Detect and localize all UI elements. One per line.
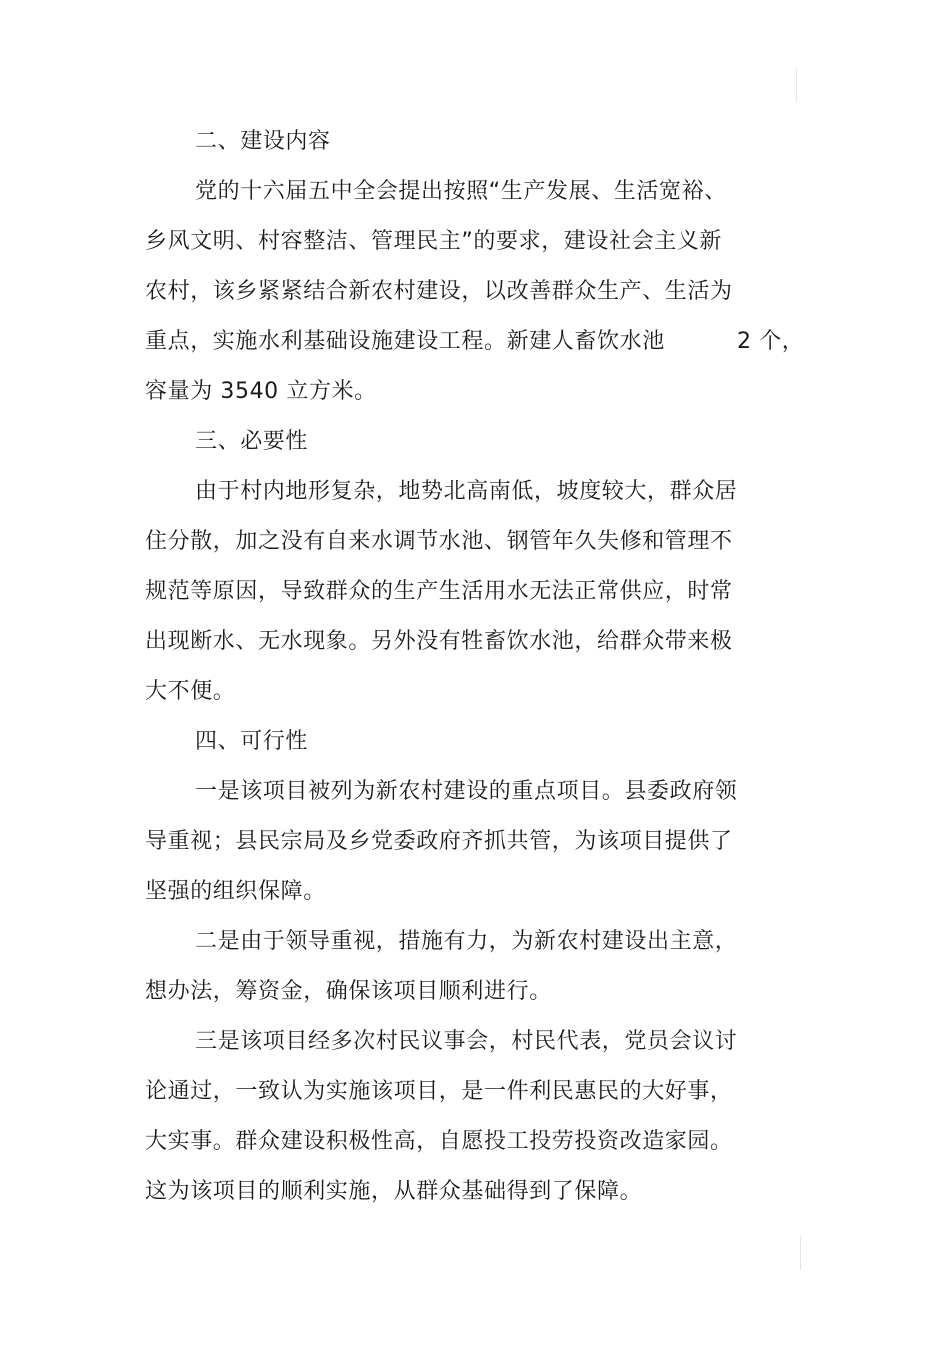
paragraph-line: 容量为 3540 立方米。 [145,379,377,404]
paragraph-line: 一是该项目被列为新农村建设的重点项目。县委政府领 [195,779,738,804]
paragraph-line: 大不便。 [145,679,236,704]
paragraph-line: 论通过，一致认为实施该项目，是一件利民惠民的大好事， [145,1079,733,1104]
paragraph-line: 由于村内地形复杂，地势北高南低，坡度较大，群众居 [195,479,738,504]
paragraph-line: 大实事。群众建设积极性高，自愿投工投劳投资改造家园。 [145,1129,733,1154]
paragraph-line: 农村，该乡紧紧结合新农村建设，以改善群众生产、生活为 [145,279,733,304]
paragraph-line: 三是该项目经多次村民议事会，村民代表，党员会议讨 [195,1029,738,1054]
paragraph-line: 导重视；县民宗局及乡党委政府齐抓共管，为该项目提供了 [145,829,733,854]
page-edge-mark-bottom [800,1236,801,1270]
paragraph-line: 出现断水、无水现象。另外没有牲畜饮水池，给群众带来极 [145,629,733,654]
paragraph-line-count: 2 个， [737,329,805,354]
section-heading-feasibility: 四、可行性 [195,729,309,754]
paragraph-line: 住分散，加之没有自来水调节水池、钢管年久失修和管理不 [145,529,733,554]
paragraph-line: 二是由于领导重视，措施有力，为新农村建设出主意， [195,929,738,954]
section-heading-necessity: 三、必要性 [195,429,309,454]
page-edge-mark-top [796,68,797,102]
paragraph-line: 想办法，筹资金，确保该项目顺利进行。 [145,979,552,1004]
paragraph-line: 这为该项目的顺利实施，从群众基础得到了保障。 [145,1179,643,1204]
paragraph-line: 乡风文明、村容整洁、管理民主”的要求，建设社会主义新 [145,229,722,254]
paragraph-line: 重点，实施水利基础设施建设工程。新建人畜饮水池 [145,329,665,354]
paragraph-line: 规范等原因，导致群众的生产生活用水无法正常供应，时常 [145,579,733,604]
paragraph-line: 党的十六届五中全会提出按照“生产发展、生活宽裕、 [195,179,727,204]
section-heading-construction: 二、建设内容 [195,129,331,154]
paragraph-line: 坚强的组织保障。 [145,879,326,904]
